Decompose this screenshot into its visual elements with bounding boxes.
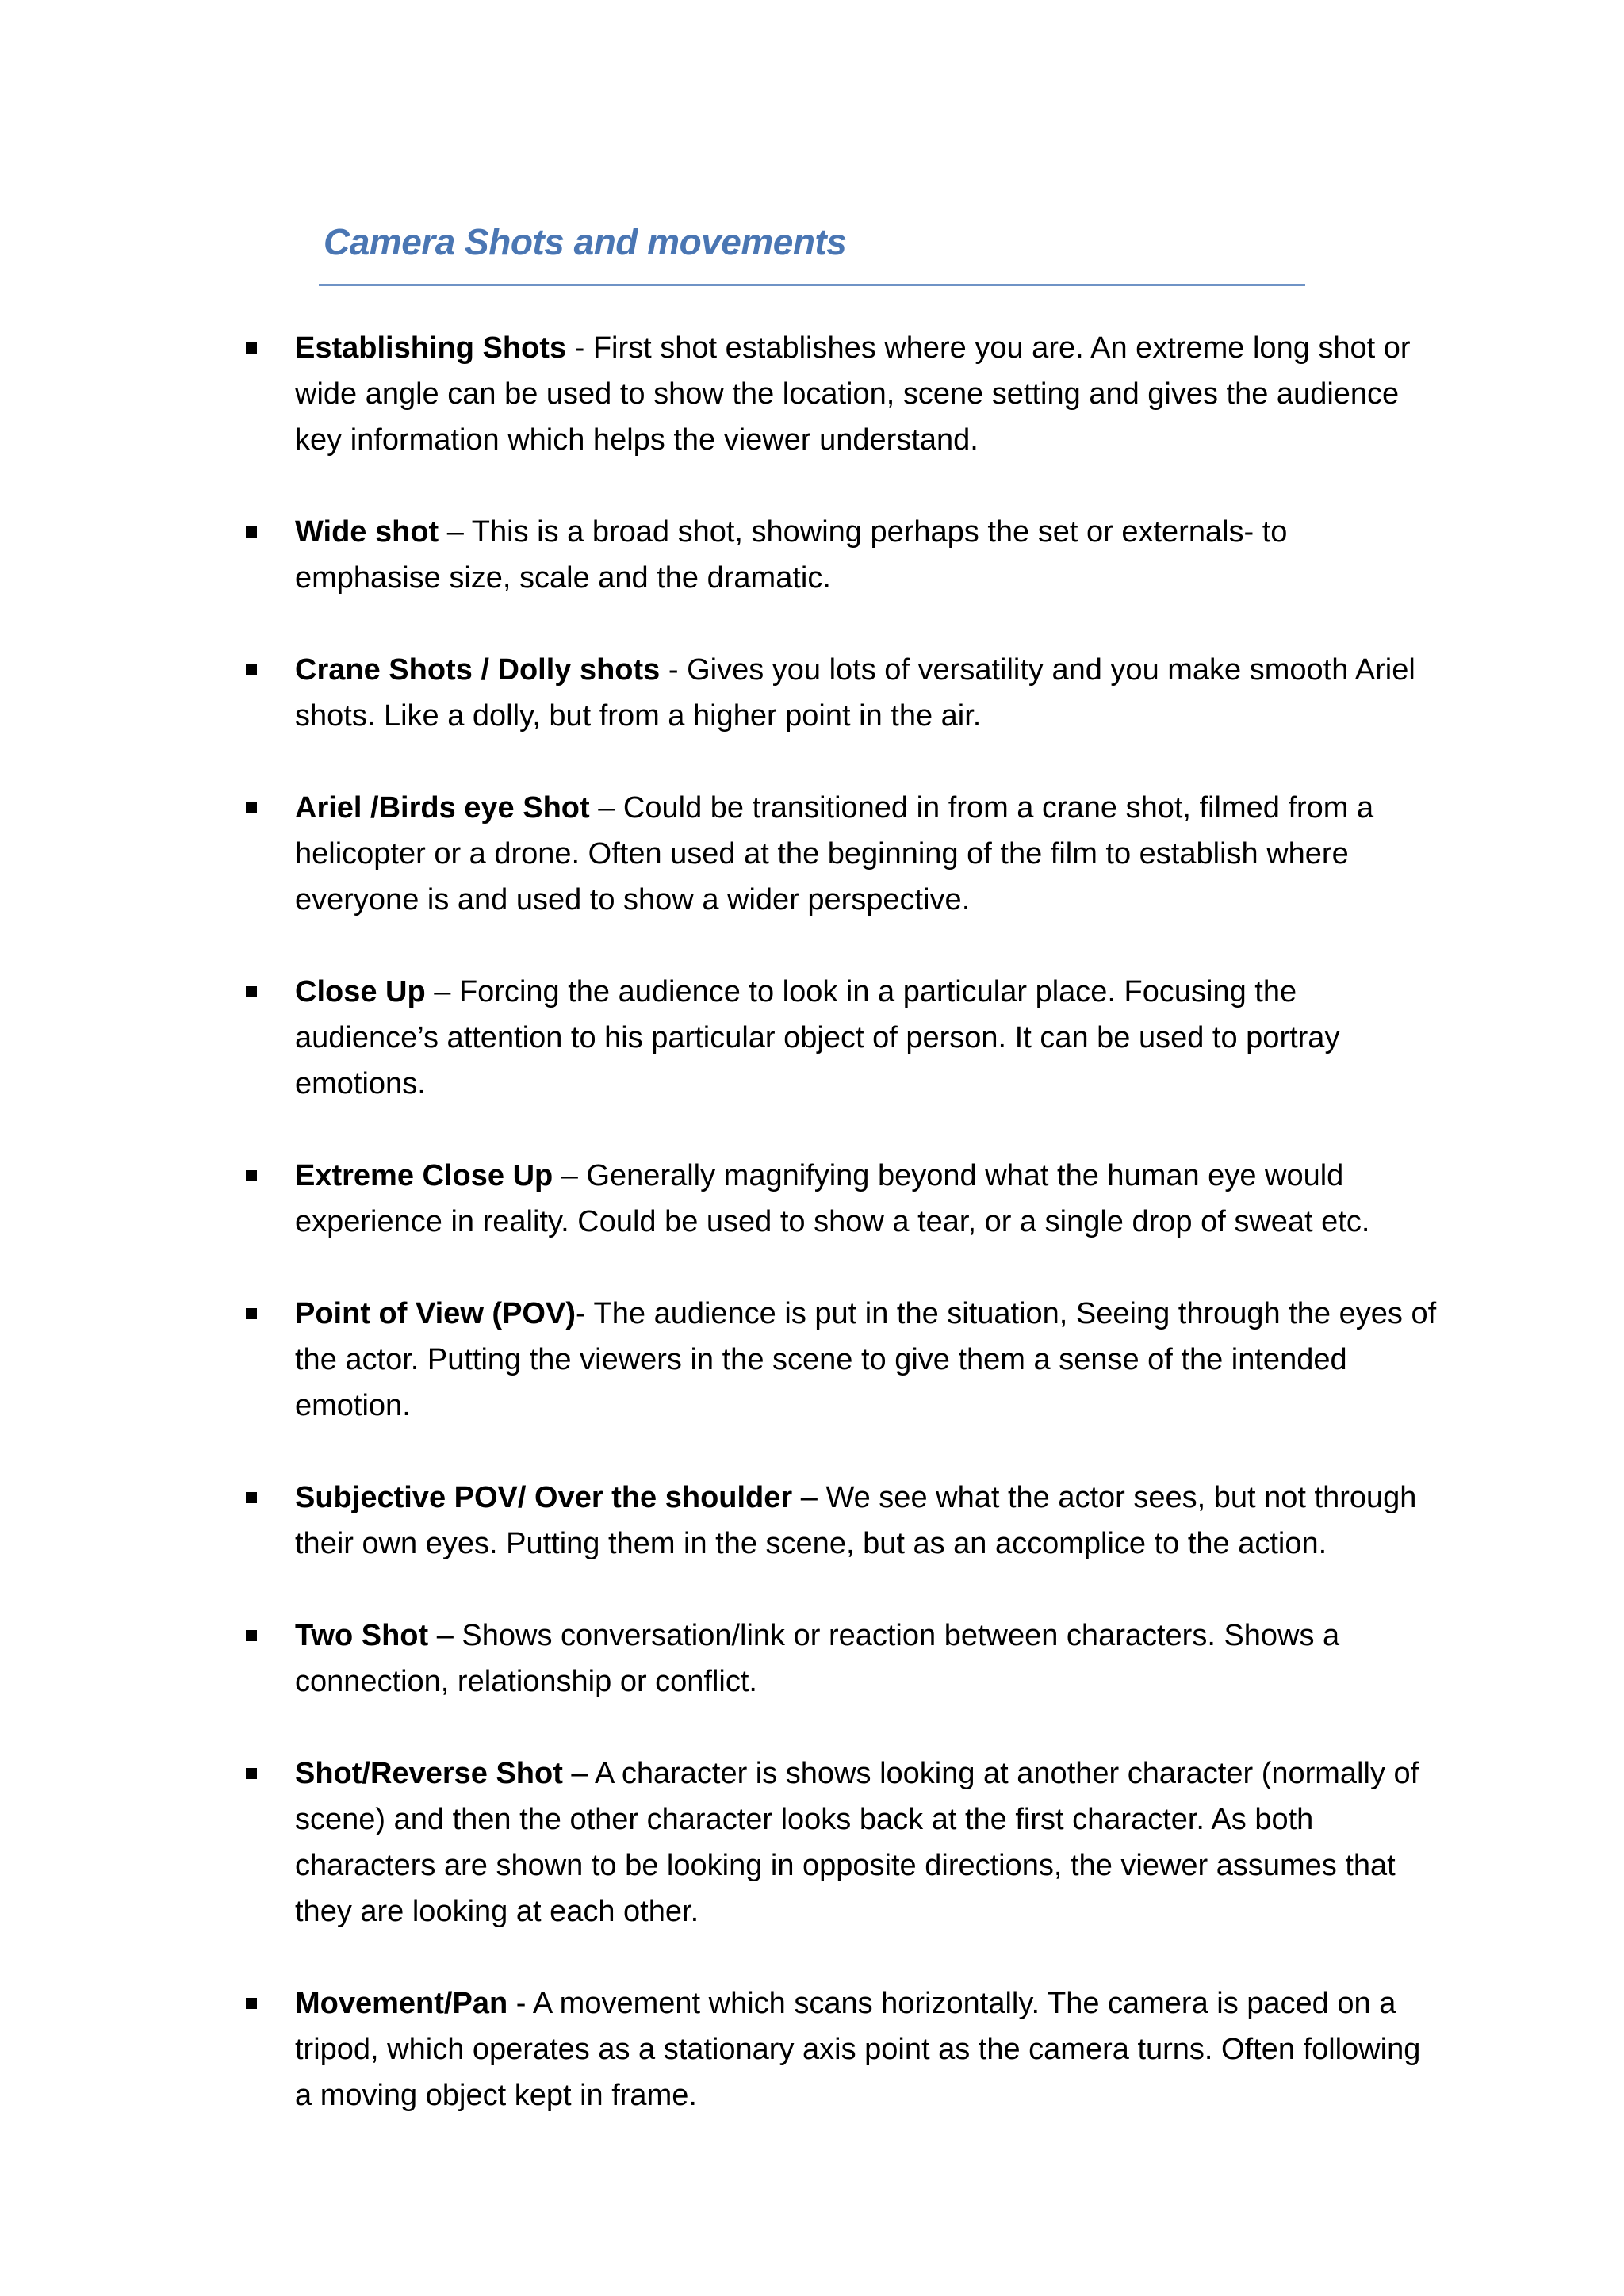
entry-description: A character is shows looking at another character (normally of scene) and then the other character looks back at the first character. As both characters are shown to be looking in opposite directions, the viewer assumes that they are looking at each other.	[295, 1757, 1419, 1928]
shot-list	[0, 325, 1624, 2164]
entry-description: Gives you lots of versatility and you make smooth Ariel shots. Like a dolly, but from a higher point in the air.	[295, 653, 1415, 733]
title-underline	[319, 284, 1305, 286]
entry-term: Shot/Reverse Shot	[295, 1757, 563, 1790]
list-item	[0, 785, 1437, 923]
list-item	[0, 1153, 1437, 1245]
entry-term: Crane Shots / Dolly shots	[295, 653, 661, 687]
square-bullet-icon	[246, 1768, 257, 1779]
entry-separator: –	[589, 791, 623, 825]
square-bullet-icon	[246, 1170, 257, 1181]
list-item	[0, 1291, 1437, 1429]
document-title: Camera Shots and movements	[324, 221, 847, 262]
entry-term: Movement/Pan	[295, 1987, 508, 2020]
entry-text	[295, 1475, 1437, 1567]
entry-term: Close Up	[295, 975, 426, 1008]
entry-description: Shows conversation/link or reaction between characters. Shows a connection, relationship or conflict.	[295, 1619, 1340, 1698]
list-item	[0, 969, 1437, 1107]
square-bullet-icon	[246, 1630, 257, 1641]
entry-separator: –	[792, 1481, 826, 1514]
entry-text	[295, 1751, 1437, 1934]
entry-text	[295, 1153, 1437, 1245]
square-bullet-icon	[246, 1998, 257, 2009]
entry-separator: –	[553, 1159, 587, 1192]
list-item	[0, 1980, 1437, 2118]
square-bullet-icon	[246, 1492, 257, 1503]
entry-text	[295, 1291, 1437, 1429]
list-item	[0, 647, 1437, 739]
entry-term: Subjective POV/ Over the shoulder	[295, 1481, 793, 1514]
entry-term: Wide shot	[295, 515, 439, 549]
entry-text	[295, 509, 1437, 601]
list-item	[0, 325, 1437, 463]
square-bullet-icon	[246, 1308, 257, 1319]
entry-separator: –	[425, 975, 459, 1008]
entry-term: Establishing Shots	[295, 331, 567, 365]
entry-text	[295, 1613, 1437, 1705]
entry-separator: -	[566, 331, 593, 365]
entry-separator: -	[576, 1297, 594, 1330]
entry-description: The audience is put in the situation, Seeing through the eyes of the actor. Putting the viewers in the scene to give them a sense of the intended emotion.	[295, 1297, 1437, 1422]
entry-separator: -	[508, 1987, 533, 2020]
entry-description: Generally magnifying beyond what the human eye would experience in reality. Could be used to show a tear, or a single drop of sweat etc.	[295, 1159, 1370, 1238]
list-item	[0, 509, 1437, 601]
entry-separator: –	[439, 515, 472, 549]
square-bullet-icon	[246, 526, 257, 538]
square-bullet-icon	[246, 664, 257, 675]
entry-description: We see what the actor sees, but not through their own eyes. Putting them in the scene, but as an accomplice to the action.	[295, 1481, 1417, 1560]
entry-description: First shot establishes where you are. An extreme long shot or wide angle can be used to show the location, scene setting and gives the audience key information which helps the viewer understand.	[295, 331, 1411, 457]
list-item	[0, 1751, 1437, 1934]
entry-description: Forcing the audience to look in a particular place. Focusing the audience’s attention to his particular object of person. It can be used to portray emotions.	[295, 975, 1340, 1100]
entry-text	[295, 647, 1437, 739]
entry-description: This is a broad shot, showing perhaps the set or externals- to emphasise size, scale and the dramatic.	[295, 515, 1288, 595]
entry-text	[295, 785, 1437, 923]
entry-term: Two Shot	[295, 1619, 429, 1652]
square-bullet-icon	[246, 802, 257, 813]
entry-term: Extreme Close Up	[295, 1159, 553, 1192]
square-bullet-icon	[246, 986, 257, 997]
entry-separator: –	[562, 1757, 596, 1790]
entry-text	[295, 325, 1437, 463]
list-item	[0, 1613, 1437, 1705]
entry-description: A movement which scans horizontally. The camera is paced on a tripod, which operates as a stationary axis point as the camera turns. Often following a moving object kept in frame.	[295, 1987, 1421, 2112]
entry-separator: -	[660, 653, 688, 687]
entry-text	[295, 969, 1437, 1107]
square-bullet-icon	[246, 342, 257, 354]
entry-term: Point of View (POV)	[295, 1297, 576, 1330]
entry-term: Ariel /Birds eye Shot	[295, 791, 590, 825]
list-item	[0, 1475, 1437, 1567]
entry-text	[295, 1980, 1437, 2118]
entry-description: Could be transitioned in from a crane shot, filmed from a helicopter or a drone. Often used at the beginning of the film to establish where everyone is and used to show a wider perspective.	[295, 791, 1374, 916]
entry-separator: –	[428, 1619, 462, 1652]
